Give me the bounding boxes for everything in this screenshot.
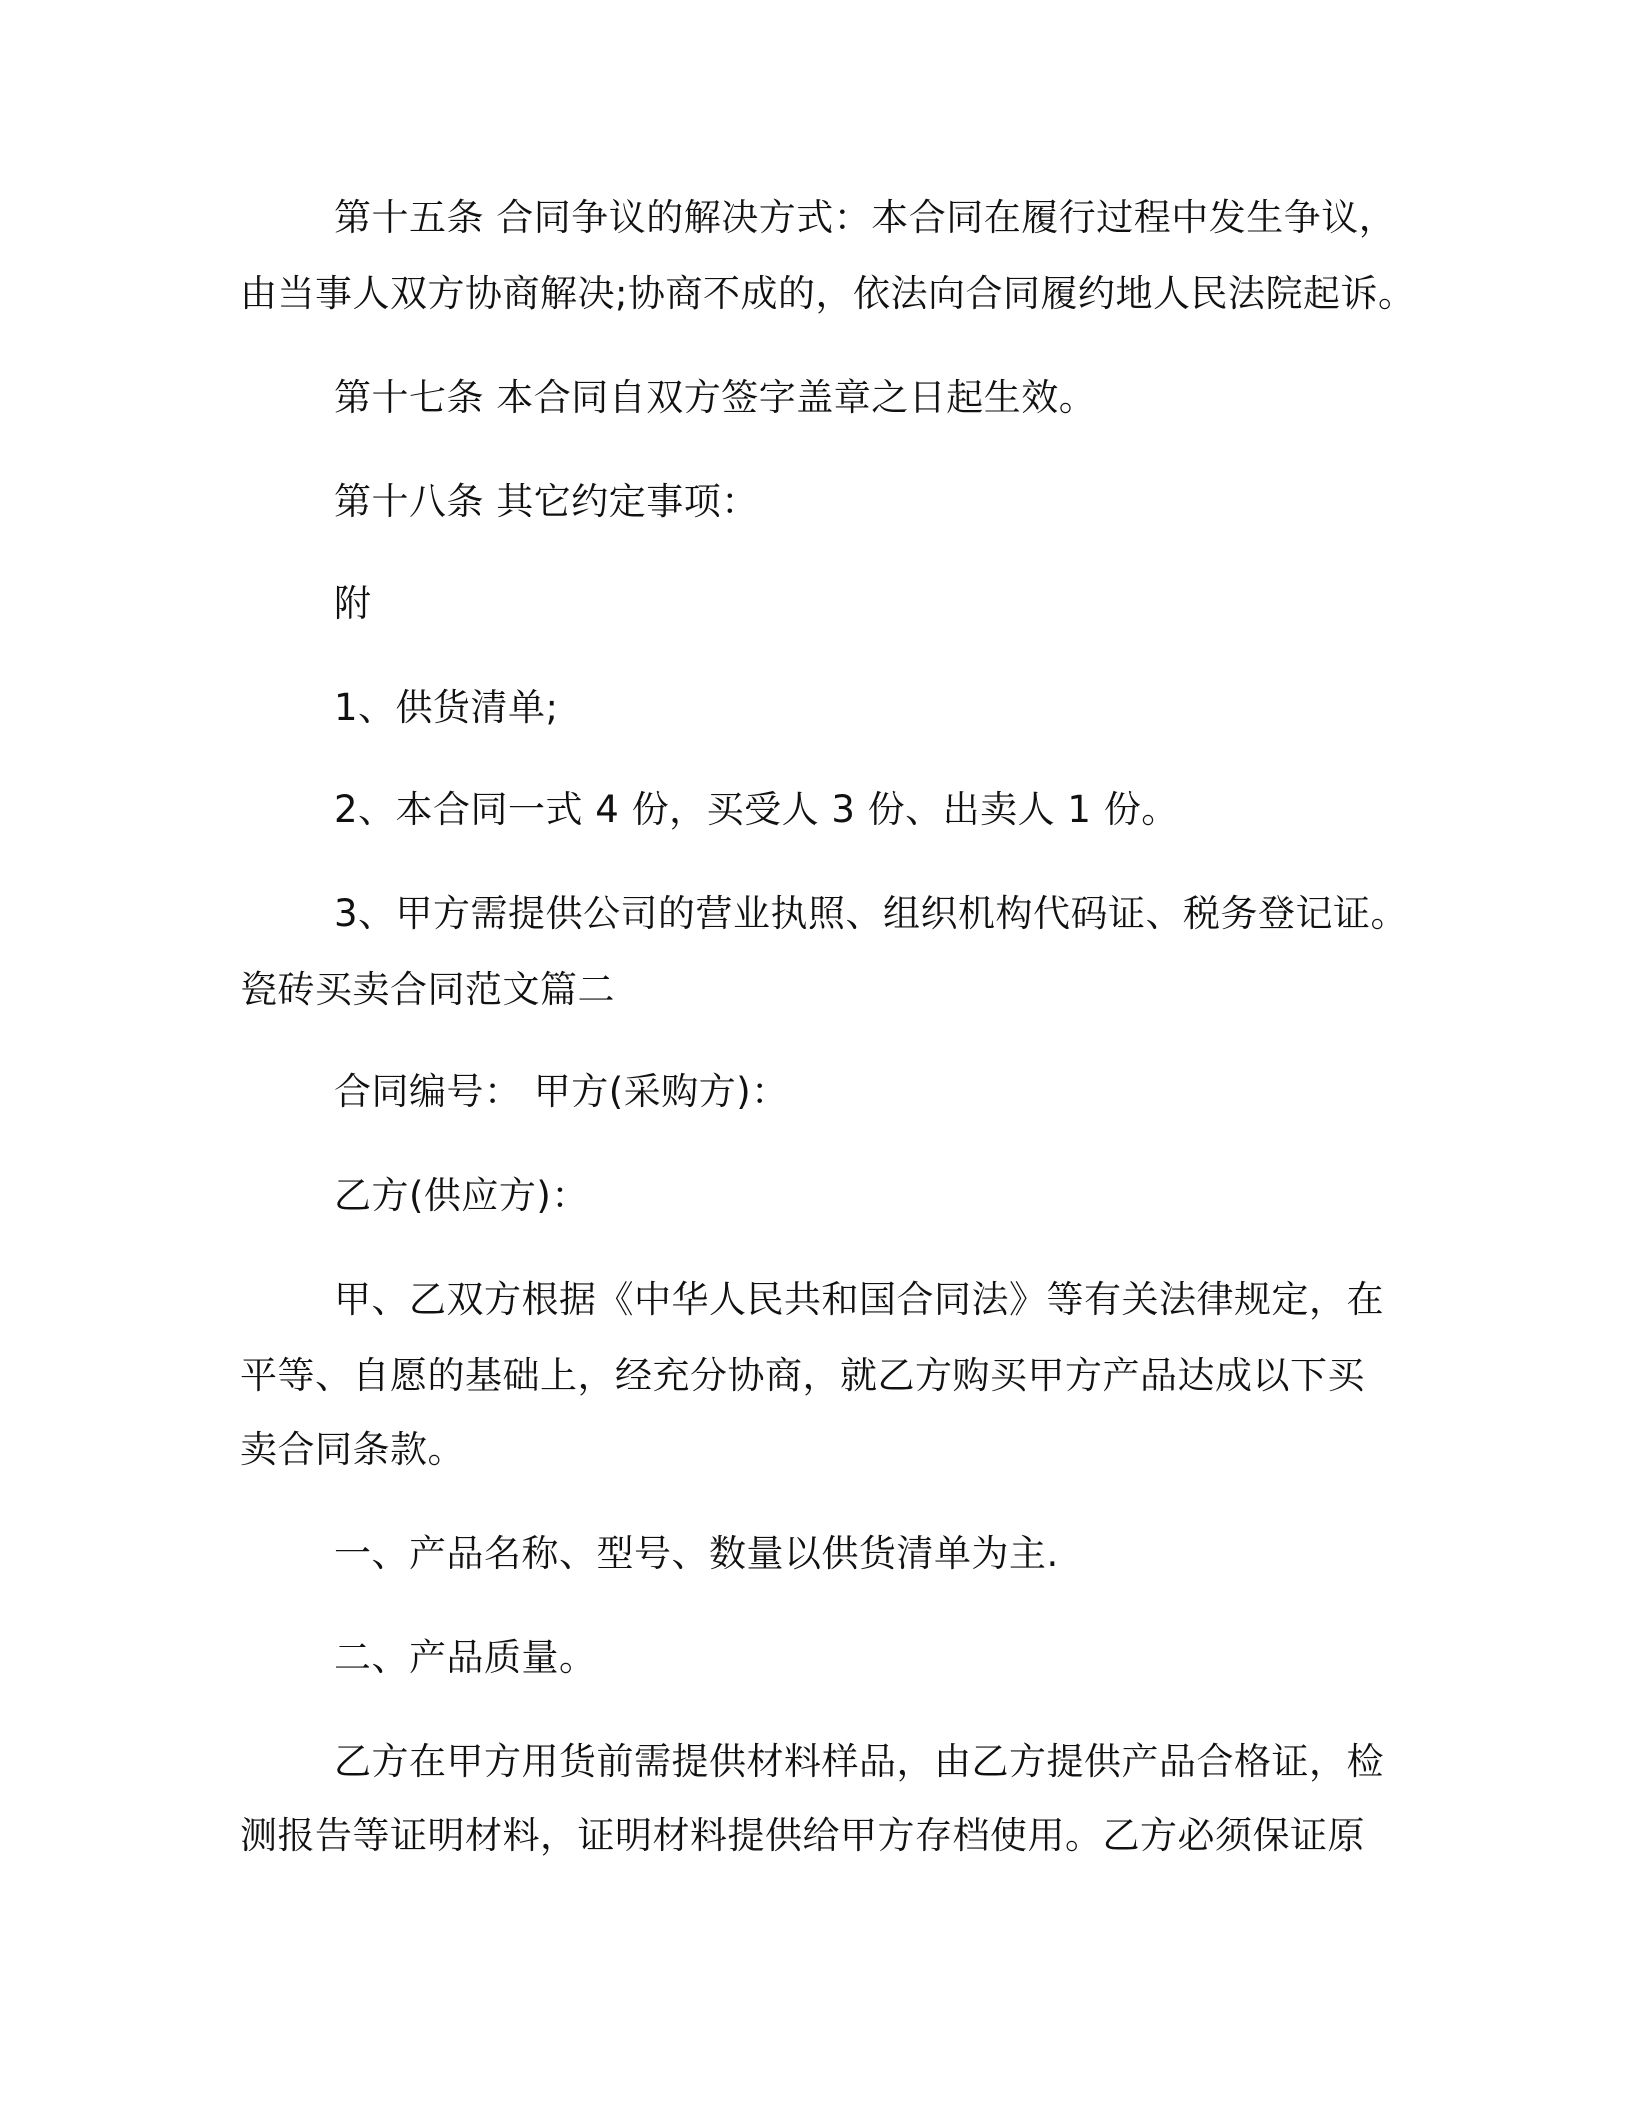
preamble-line-3: 卖合同条款。 — [240, 1428, 465, 1471]
article-18: 第十八条 其它约定事项： — [334, 480, 759, 523]
appendix-item-1: 1、供货清单; — [334, 686, 559, 729]
quality-line-1: 乙方在甲方用货前需提供材料样品，由乙方提供产品合格证，检 — [334, 1740, 1384, 1783]
appendix-item-3: 3、甲方需提供公司的营业执照、组织机构代码证、税务登记证。 — [334, 892, 1409, 935]
section-title: 瓷砖买卖合同范文篇二 — [240, 968, 615, 1011]
preamble-line-1: 甲、乙双方根据《中华人民共和国合同法》等有关法律规定，在 — [334, 1278, 1384, 1321]
clause-2: 二、产品质量。 — [334, 1636, 597, 1679]
article-15-line-1: 第十五条 合同争议的解决方式：本合同在履行过程中发生争议， — [334, 196, 1397, 239]
preamble-line-2: 平等、自愿的基础上，经充分协商，就乙方购买甲方产品达成以下买 — [240, 1354, 1365, 1397]
article-17: 第十七条 本合同自双方签字盖章之日起生效。 — [334, 376, 1097, 419]
contract-number-line: 合同编号： 甲方(采购方)： — [334, 1070, 789, 1113]
clause-1: 一、产品名称、型号、数量以供货清单为主. — [334, 1532, 1059, 1575]
appendix-item-2: 2、本合同一式 4 份，买受人 3 份、出卖人 1 份。 — [334, 788, 1179, 831]
party-b-line: 乙方(供应方)： — [334, 1174, 589, 1217]
quality-line-2: 测报告等证明材料，证明材料提供给甲方存档使用。乙方必须保证原 — [240, 1814, 1365, 1857]
article-15-line-2: 由当事人双方协商解决;协商不成的，依法向合同履约地人民法院起诉。 — [240, 272, 1416, 315]
appendix-heading: 附 — [334, 582, 372, 625]
